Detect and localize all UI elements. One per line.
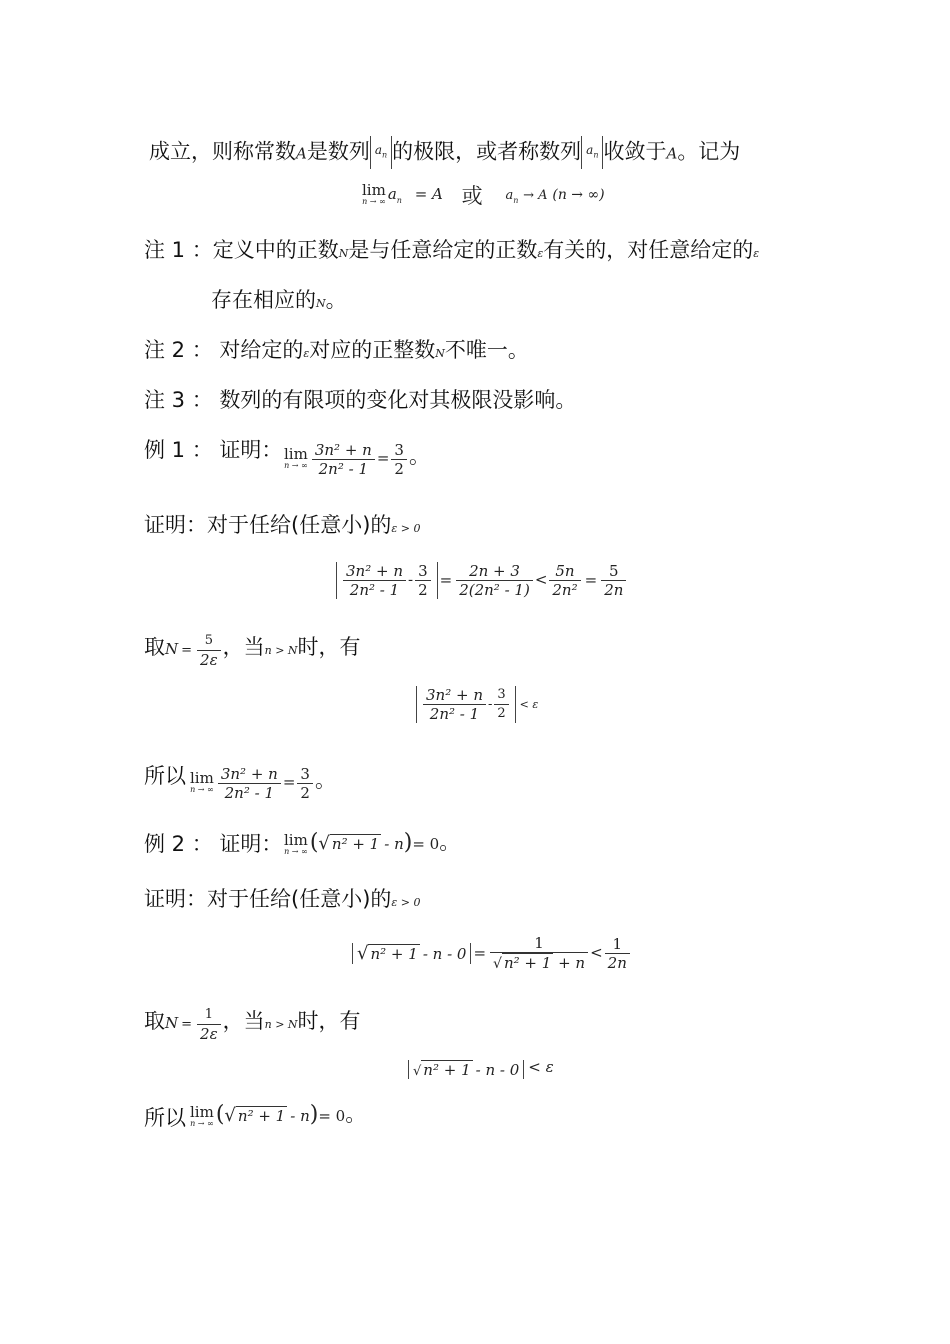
conclusion-1-formula: lim n → ∞ $\frac{\text{3n² + n}}{\text{2n² - 1}}$ = $\frac{3}{2}$ 。 — [190, 764, 336, 802]
example-2: 例 2 ： 证明： — [144, 832, 283, 856]
example-2-formula: lim n → ∞ (√ n² + 1 - n)= 0。 — [284, 830, 461, 856]
text: 成立，则称常数 — [149, 139, 296, 164]
take-N-1: 取N = $\frac{5}{2\varepsilon}$ ，当n > N时，有 — [144, 633, 361, 669]
result-inequality-2: √ n² + 1 - n - 0 < ε — [408, 1058, 554, 1079]
conclusion-1: 所以 — [144, 764, 186, 788]
proof-2-inequality: √ n² + 1 - n - 0 = $\frac{1}{\text{√ n² + 1 + n}}$ < $\frac{1}{2n}$ — [352, 934, 632, 973]
conclusion-2-formula: lim n → ∞ (√ n² + 1 - n)= 0。 — [190, 1102, 367, 1128]
limit-notation: lim n → ∞ $a_n = A$ 或 $a_n \to A$ (n → ∞) — [362, 181, 605, 208]
lim-operator: lim n → ∞ — [362, 181, 386, 206]
note-3: 注 3 ： 数列的有限项的变化对其极限没影响。 — [144, 388, 577, 412]
example-1: 例 1 ： 证明： — [144, 438, 283, 462]
result-inequality-1: $\frac{\text{3n² + n}}{\text{2n² - 1}}$ - $\frac{3}{2}$ < ε — [416, 686, 538, 723]
conclusion-2: 所以 — [144, 1106, 186, 1130]
note-1: 注 1 ：定义中的正数N是与任意给定的正数ε有关的，对任意给定的ε — [144, 238, 760, 262]
take-N-2: 取N = $\frac{1}{2\varepsilon}$ ，当n > N时，有 — [144, 1007, 361, 1043]
symbol-A: A — [296, 144, 307, 163]
or-text: 或 — [461, 184, 483, 208]
text: 收敛于 — [603, 139, 667, 164]
proof-1: 证明：对于任给(任意小)的ε > 0 — [144, 513, 421, 537]
text: 是数列 — [306, 139, 370, 164]
text: 。记为 — [677, 139, 741, 164]
definition-line — [149, 136, 740, 169]
proof-1-inequality: $\frac{\text{3n² + n}}{\text{2n² - 1}}$ - $\frac{3}{2}$ = $\frac{2n + 3}{\text{2(2n² - 1)}}$ < $\frac{5n}{\text{2n²}}$ = $\frac{5}{2n}$ — [336, 562, 628, 599]
sequence-an: $a_n$ — [581, 136, 603, 169]
note-2: 注 2 ： 对给定的ε对应的正整数N不唯一。 — [144, 338, 529, 362]
proof-2: 证明：对于任给(任意小)的ε > 0 — [144, 887, 421, 911]
example-1-formula: lim n → ∞ $\frac{\text{3n² + n}}{\text{2n² - 1}}$ = $\frac{3}{2}$ 。 — [284, 440, 430, 478]
text: 的极限，或者称数列 — [392, 139, 582, 164]
note-1-cont: 存在相应的N。 — [211, 288, 347, 312]
sequence-an: $a_n$ — [370, 136, 392, 169]
symbol-A: A — [666, 144, 678, 163]
